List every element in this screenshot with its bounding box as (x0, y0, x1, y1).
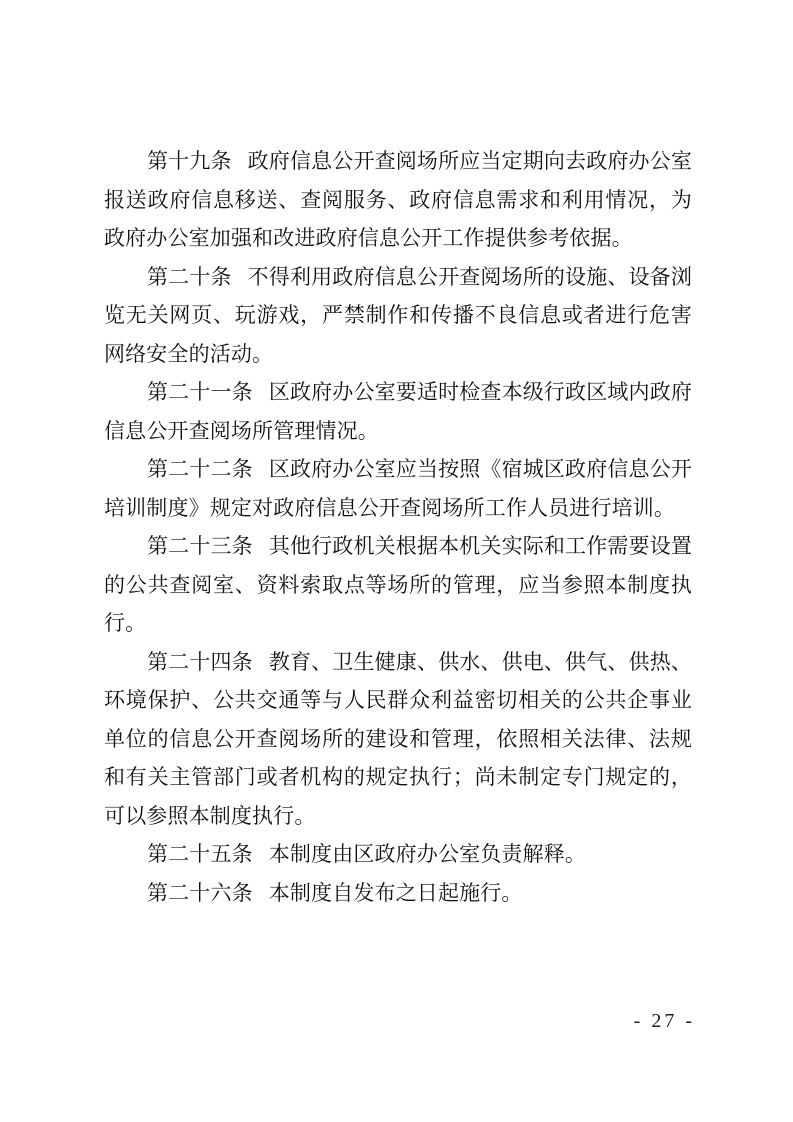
article-text: 教育、卫生健康、供水、供电、供气、供热、环境保护、公共交通等与人民群众利益密切相关的公共企事业单位的信息公开查阅场所的建设和管理，依照相关法律、法规和有关主管部门或者机构的规定执行；尚未制定专门规定的，可以参照本制度执行。 (104, 649, 693, 828)
article-text: 其他行政机关根据本机关实际和工作需要设置的公共查阅室、资料索取点等场所的管理，应当参照本制度执行。 (104, 534, 693, 635)
article-25 (104, 835, 692, 874)
article-26 (104, 874, 692, 913)
article-text: 本制度自发布之日起施行。 (268, 880, 523, 905)
article-number: 第十九条 (147, 149, 232, 173)
article-22 (104, 450, 692, 527)
article-text: 本制度由区政府办公室负责解释。 (268, 842, 586, 866)
page-number: - 27 - (633, 1010, 695, 1032)
article-19 (104, 142, 692, 258)
article-20 (104, 258, 692, 374)
article-number: 第二十一条 (147, 380, 253, 404)
article-24 (104, 643, 692, 836)
article-number: 第二十四条 (147, 649, 253, 674)
article-number: 第二十六条 (147, 880, 253, 905)
article-number: 第二十条 (147, 264, 232, 289)
article-text: 政府信息公开查阅场所应当定期向去政府办公室报送政府信息移送、查阅服务、政府信息需求和利用情况，为政府办公室加强和改进政府信息公开工作提供参考依据。 (104, 149, 692, 250)
article-text: 区政府办公室应当按照《宿城区政府信息公开培训制度》规定对政府信息公开查阅场所工作人员进行培训。 (104, 457, 693, 520)
article-number: 第二十五条 (147, 842, 253, 866)
article-number: 第二十三条 (147, 534, 253, 558)
article-21 (104, 373, 692, 450)
article-23 (104, 527, 692, 643)
article-number: 第二十二条 (147, 457, 253, 481)
document-body (104, 142, 692, 912)
article-text: 区政府办公室要适时检查本级行政区域内政府信息公开查阅场所管理情况。 (104, 380, 693, 443)
article-text: 不得利用政府信息公开查阅场所的设施、设备浏览无关网页、玩游戏，严禁制作和传播不良信息或者进行危害网络安全的活动。 (104, 264, 692, 366)
